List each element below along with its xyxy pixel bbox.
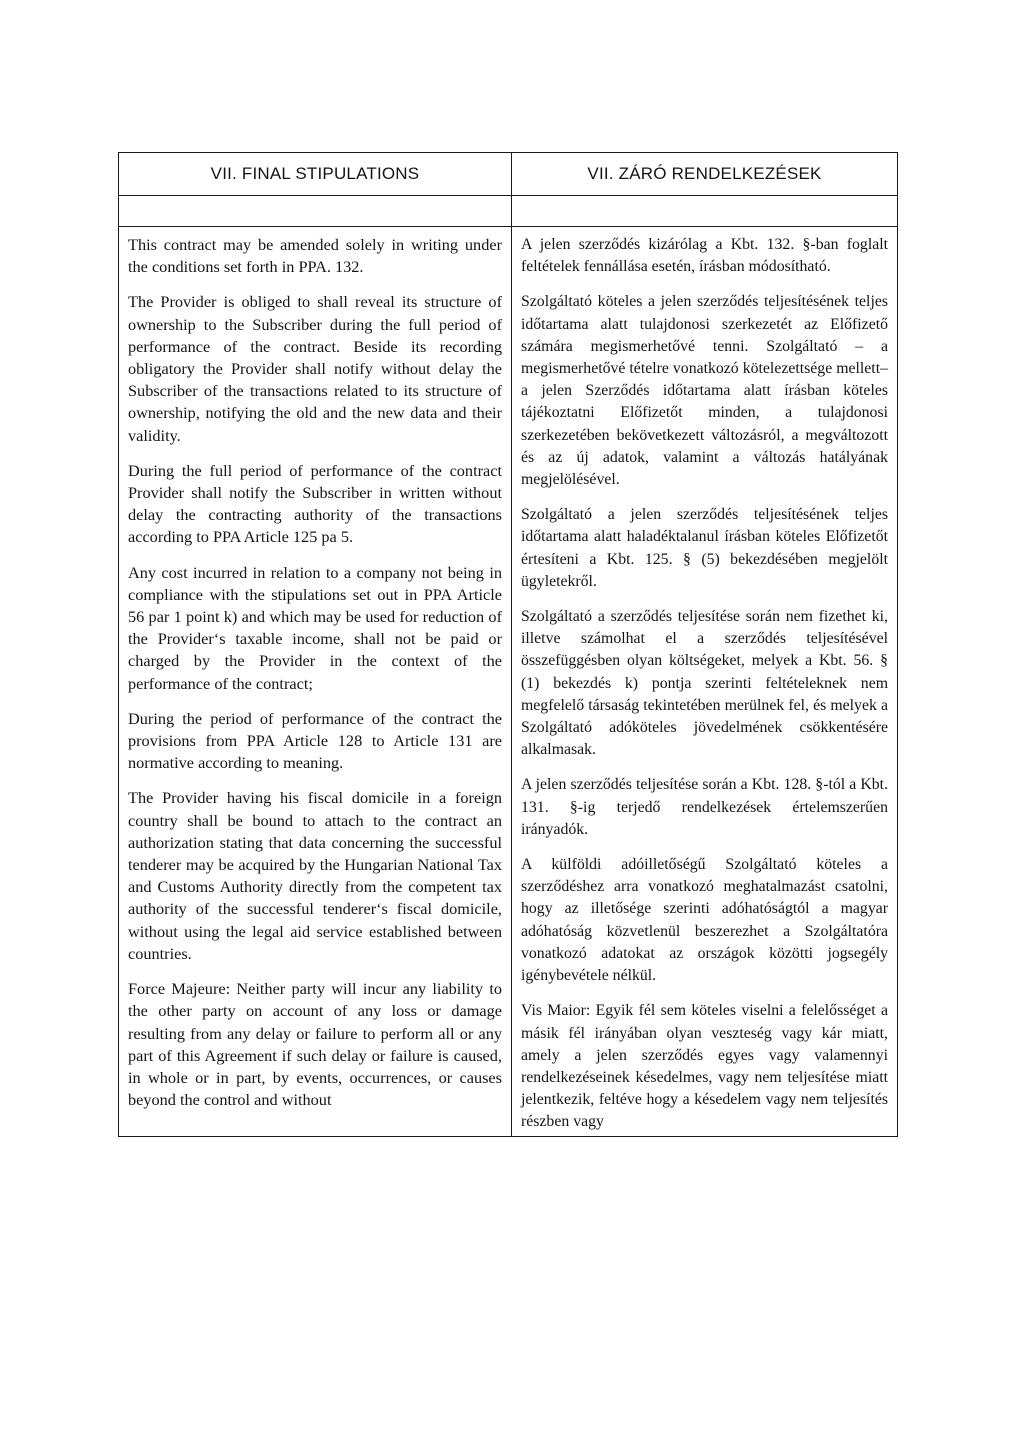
hungarian-section-heading: VII. ZÁRÓ RENDELKEZÉSEK	[587, 164, 822, 183]
hungarian-column	[512, 227, 897, 1136]
english-column	[119, 227, 512, 1136]
english-paragraph-force-majeure: Force Majeure: Neither party will incur any liability to the other party on account of any loss or damage resulting from any delay or failure to perform all or any part of this Agreement if such delay or failure is caused, in whole or in part, by events, occurrences, or causes beyond the control and without	[128, 979, 502, 1110]
empty-cell-left	[119, 196, 512, 226]
english-paragraph-costs: Any cost incurred in relation to a company not being in compliance with the stipulations set out in PPA Article 56 par 1 point k) and which may be used for reduction of the Provider‘s taxable income, shall not be paid or charged by the Provider in the context of the performance of the contract;	[128, 562, 502, 693]
english-paragraph-fiscal-domicile: The Provider having his fiscal domicile in a foreign country shall be bound to attach to the contract an authorization stating that data concerning the successful tenderer may be acquired by the Hungarian National Tax and Customs Authority directly from the competent tax authority of the successful tenderer‘s fiscal domicile, without using the legal aid service established between countries.	[128, 788, 502, 963]
table-header-row	[119, 153, 897, 196]
table-body-row	[119, 227, 897, 1136]
english-section-heading: VII. FINAL STIPULATIONS	[119, 153, 512, 195]
hungarian-paragraph-notification: Szolgáltató a jelen szerződés teljesítésének teljes időtartama alatt haladéktalanul írásban köteles Előfizetőt értesíteni a Kbt. 125. § (5) bekezdésében megjelölt ügyletekről.	[521, 506, 888, 590]
table-empty-row	[119, 196, 897, 227]
hungarian-paragraph-provisions: A jelen szerződés teljesítése során a Kbt. 128. §-tól a Kbt. 131. §-ig terjedő rendelkezések értelemszerűen irányadók.	[521, 776, 888, 838]
hungarian-paragraph-force-majeure: Vis Maior: Egyik fél sem köteles viselni a felelősséget a másik fél irányában olyan veszteség vagy kár miatt, amely a jelen szerződés egyes vagy valamennyi rendelkezéseinek késedelmes, vagy nem teljesítése miatt jelentkezik, feltéve hogy a késedelem vagy nem teljesítés részben vagy	[521, 1002, 888, 1131]
english-paragraph-provisions: During the period of performance of the contract the provisions from PPA Article 128 to Article 131 are normative according to meaning.	[128, 708, 502, 773]
hungarian-paragraph-fiscal-domicile: A külföldi adóilletőségű Szolgáltató köteles a szerződéshez arra vonatkozó meghatalmazást csatolni, hogy az illetősége szerinti adóhatóságtól a magyar adóhatóság közvetlenül beszerezhet a Szolgáltatóra vonatkozó adatokat az országok közötti jogsegély igénybevétele nélkül.	[521, 856, 888, 985]
english-paragraph-amendment: This contract may be amended solely in writing under the conditions set forth in PPA. 132.	[128, 235, 502, 277]
hungarian-paragraph-ownership: Szolgáltató köteles a jelen szerződés teljesítésének teljes időtartama alatt tulajdonosi szerkezetét az Előfizető számára megismerhetővé tenni. Szolgáltató – a megismerhetővé tételre vonatkozó kötelezettsége mellett– a jelen Szerződés időtartama alatt írásban köteles tájékoztatni Előfizetőt minden, a tulajdonosi szerkezetében bekövetkezett változásról, a megváltozott és az új adatok, valamint a változás hatályának megjelölésével.	[521, 293, 888, 489]
hungarian-paragraph-costs: Szolgáltató a szerződés teljesítése során nem fizethet ki, illetve számolhat el a szerződés teljesítésével összefüggésben olyan költségeket, melyek a Kbt. 56. § (1) bekezdés k) pontja szerinti feltételeknek nem megfelelő társaság tekintetében merülnek fel, és melyek a Szolgáltató adóköteles jövedelmének csökkentésére alkalmasak.	[521, 608, 888, 759]
english-paragraph-notification: During the full period of performance of the contract Provider shall notify the Subscriber in written without delay the contracting authority of the transactions according to PPA Article 125 pa 5.	[128, 460, 502, 547]
hungarian-paragraph-amendment: A jelen szerződés kizárólag a Kbt. 132. §-ban foglalt feltételek fennállása esetén, írásban módosítható.	[521, 236, 888, 276]
english-paragraph-ownership: The Provider is obliged to shall reveal its structure of ownership to the Subscriber during the full period of performance of the contract. Beside its recording obligatory the Provider shall notify without delay the Subscriber of the transactions related to its structure of ownership, notifying the old and the new data and their validity.	[128, 292, 502, 445]
empty-cell-right	[512, 196, 897, 226]
bilingual-stipulations-table	[118, 152, 898, 1137]
